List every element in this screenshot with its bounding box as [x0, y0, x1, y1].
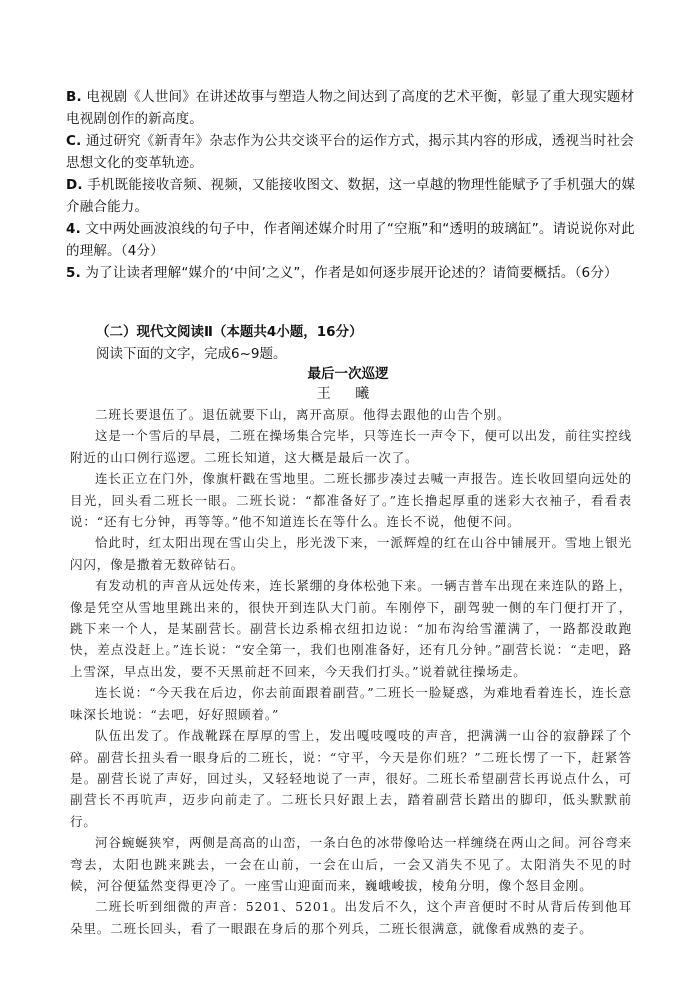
question-number: 5.	[66, 265, 81, 281]
question-5	[66, 262, 636, 284]
story-paragraph: 恰此时，红太阳出现在雪山尖上，彤光泼下来，一派辉煌的红在山谷中铺展开。雪地上银光闪闪，像是撒着无数碎钻石。	[70, 535, 632, 572]
story-paragraph: 队伍出发了。作战靴踩在厚厚的雪上，发出嘎吱嘎吱的声音，把满满一山谷的寂静踩了个碎。副营长扭头看一眼身后的二班长，说：“守平，今天是你们班？”二班长愣了一下，赶紧答是。副营长说了声好，回过头，又轻轻地说了一声，很好。二班长希望副营长再说点什么，可副营长不再吭声，迈步向前走了。二班长只好跟上去，踏着副营长踏出的脚印，低头默默前行。	[70, 728, 632, 829]
option-text: 手机既能接收音频、视频，又能接收图文、数据，这一卓越的物理性能赋予了手机强大的媒介融合能力。	[66, 177, 636, 215]
option-letter: B.	[66, 89, 82, 105]
option-b	[66, 86, 636, 130]
section-instruction: 阅读下面的文字，完成6~9题。	[96, 346, 287, 362]
story-paragraph: 连长正立在门外，像旗杆戳在雪地里。二班长挪步凑过去喊一声报告。连长收回望向远处的目光，回头看二班长一眼。二班长说：“都准备好了。”连长撸起厚重的迷彩大衣袖子，看看表说：“还有七分钟，再等等。”他不知道连长在等什么。连长不说，他便不问。	[70, 471, 632, 530]
option-letter: D.	[66, 177, 83, 193]
story-paragraph: 这是一个雪后的早晨，二班在操场集合完毕，只等连长一声令下，便可以出发，前往实控线附近的山口例行巡逻。二班长知道，这大概是最后一次了。	[70, 428, 632, 465]
section-heading: （二）现代文阅读Ⅱ（本题共4小题，16分）	[96, 324, 363, 340]
option-letter: C.	[66, 133, 82, 149]
option-text: 通过研究《新青年》杂志作为公共交谈平台的运作方式，揭示其内容的形成，透视当时社会思想文化的变革轨迹。	[66, 133, 634, 171]
question-text: 文中两处画波浪线的句子中，作者阐述媒介时用了“空瓶”和“透明的玻璃缸”。请说说你对此的理解。（4分）	[66, 221, 635, 259]
question-4	[66, 218, 636, 262]
option-d	[66, 174, 636, 218]
story-title: 最后一次巡逻	[307, 366, 389, 382]
story-body	[70, 404, 632, 939]
story-paragraph: 有发动机的声音从远处传来，连长紧绷的身体松弛下来。一辆吉普车出现在来连队的路上，像是凭空从雪地里跳出来的，很快开到连队大门前。车刚停下，副驾驶一侧的车门便打开了，跳下来一个人，是某副营长。副营长边系棉衣纽扣边说：“加布沟给雪灌满了，一路都没敢跑快，差点没赶上。”连长说：“安全第一，我们也刚准备好，还有几分钟。”副营长说：“走吧，路上雪深，早点出发，要不天黑前赶不回来，今天我们打头。”说着就往操场走。	[70, 578, 632, 679]
option-text: 电视剧《人世间》在讲述故事与塑造人物之间达到了高度的艺术平衡，彰显了重大现实题材电视剧创作的新高度。	[66, 89, 635, 127]
option-c	[66, 130, 636, 174]
story-paragraph: 二班长听到细微的声音：5201、5201。出发后不久，这个声音便时不时从背后传到他耳朵里。二班长回头，看了一眼跟在身后的那个列兵，二班长很满意，就像看成熟的麦子。	[70, 899, 632, 936]
story-paragraph: 连长说：“今天我在后边，你去前面跟着副营。”二班长一脸疑惑，为难地看着连长，连长意味深长地说：“去吧，好好照顾着。”	[70, 685, 632, 722]
story-paragraph: 河谷蜿蜒狭窄，两侧是高高的山峦，一条白色的冰带像哈达一样缠绕在两山之间。河谷弯来弯去，太阳也跳来跳去，一会在山前，一会在山后，一会又消失不见了。太阳消失不见的时候，河谷便猛然变得更冷了。一座雪山迎面而来，巍峨峻拔，棱角分明，像个怒目金刚。	[70, 835, 632, 893]
story-author: 王 曦	[316, 386, 380, 402]
question-number: 4.	[66, 221, 81, 237]
question-text: 为了让读者理解“媒介的‘中间’之义”，作者是如何逐步展开论述的？请简要概括。（6分）	[85, 265, 618, 281]
story-paragraph: 二班长要退伍了。退伍就要下山，离开高原。他得去跟他的山告个别。	[95, 407, 511, 422]
